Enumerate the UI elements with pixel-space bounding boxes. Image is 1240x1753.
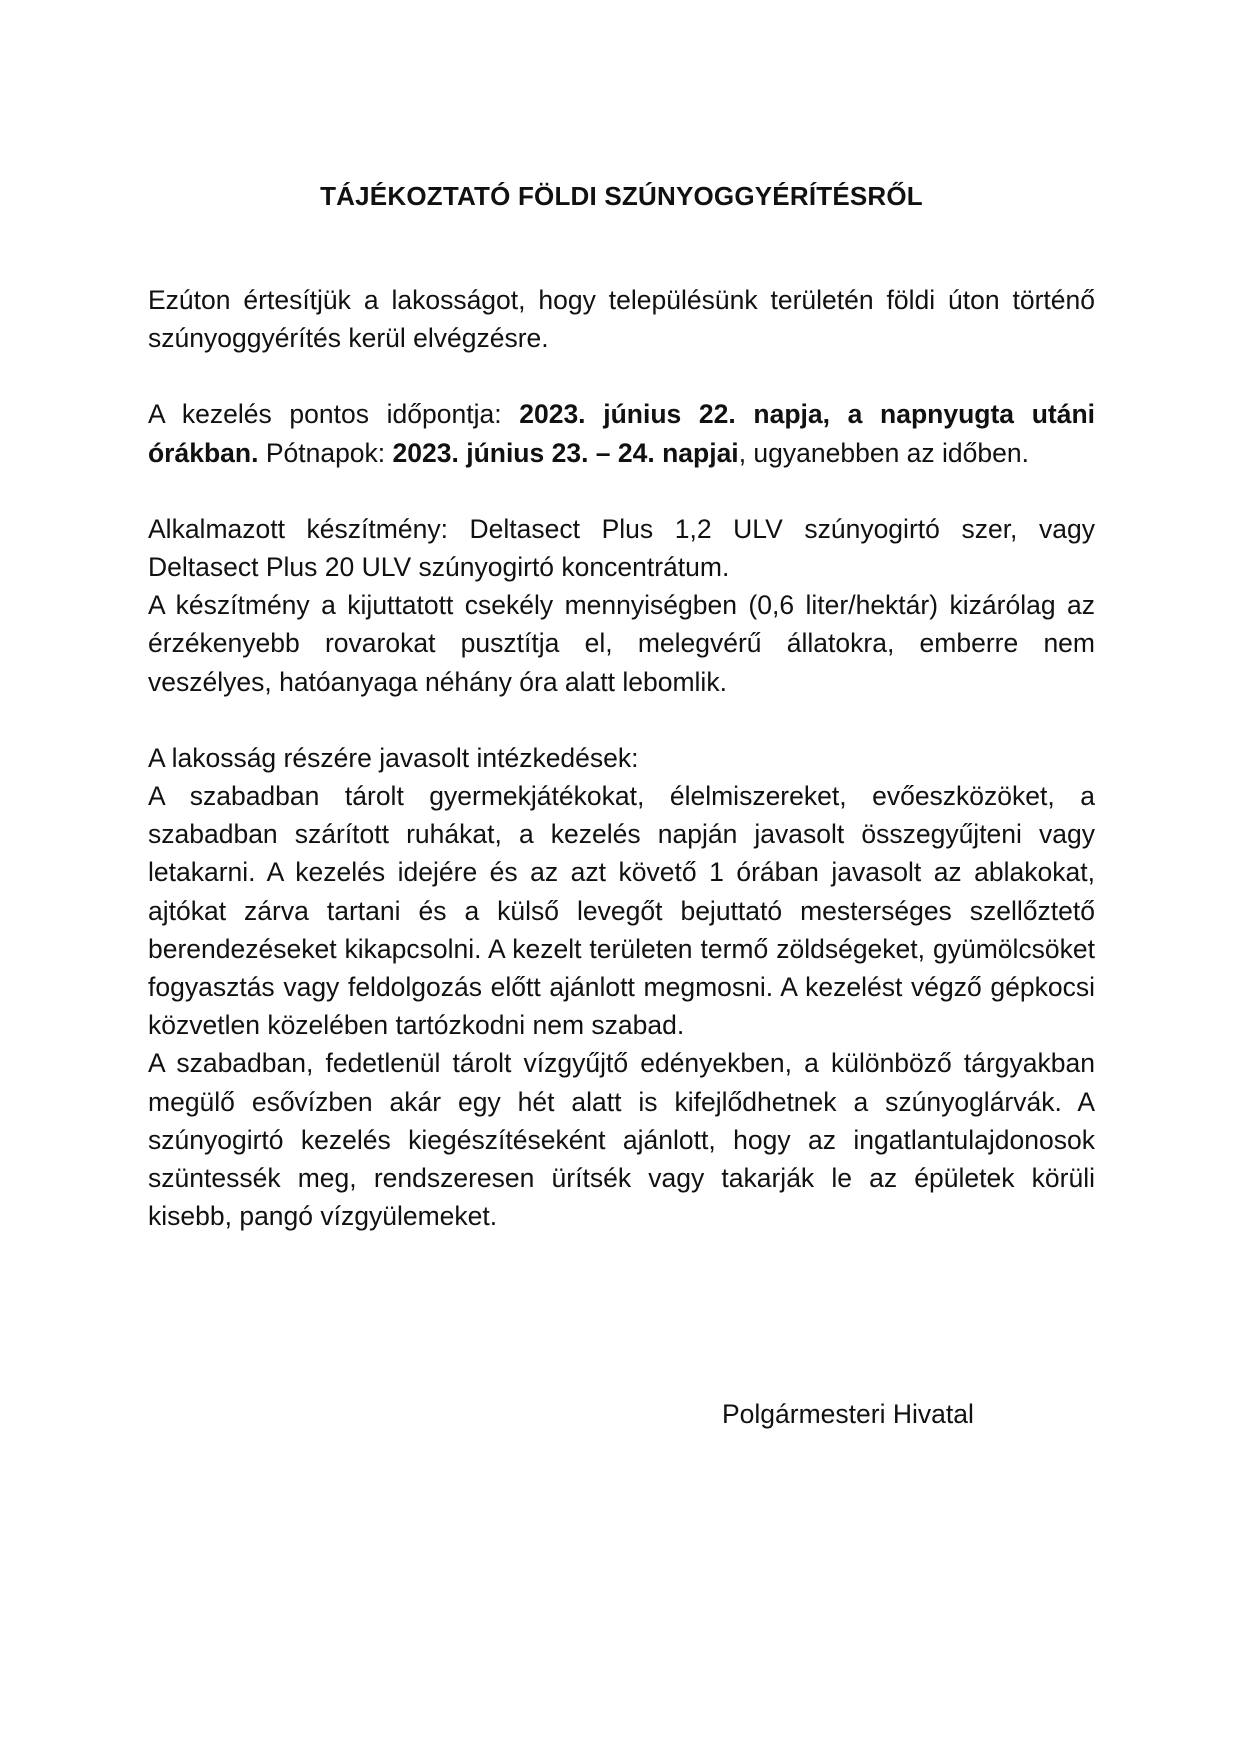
measures-heading: A lakosság részére javasolt intézkedések: (148, 742, 639, 773)
signature: Polgármesteri Hivatal (722, 1399, 974, 1429)
spacer (148, 701, 1095, 739)
schedule-lead: A kezelés pontos időpontja: (148, 399, 520, 430)
spacer (148, 472, 1095, 510)
schedule-tail: , ugyanebben az időben. (738, 437, 1029, 468)
schedule-extra-dates: 2023. június 23. – 24. napjai (392, 437, 739, 468)
schedule-main-date: 2023. június 22. napja, a napnyugta utáni órákban. (148, 399, 1095, 468)
schedule-mid: Pótnapok: (258, 437, 393, 468)
measures-paragraph-2: A szabadban, fedetlenül tárolt vízgyűjtő edényekben, a különböző tárgyakban megülő esővízben akár egy hét alatt is kifejlődhetnek a szúnyoglárvák. A szúnyogirtó kezelés kiegészítéseként ajánlott, hogy az ingatlantulajdonosok szüntessék meg, rendszeresen ürítsék vagy takarják le az épületek körüli kisebb, pangó vízgyülemeket. (148, 1048, 1095, 1232)
product-paragraph: Alkalmazott készítmény: Deltasect Plus 1,2 ULV szúnyogirtó szer, vagy Deltasect Plus 20 ULV szúnyogirtó koncentrátum. (148, 513, 1095, 583)
document-body (148, 178, 1095, 1235)
measures-paragraph-1: A szabadban tárolt gyermekjátékokat, élelmiszereket, evőeszközöket, a szabadban szárított ruhákat, a kezelés napján javasolt összegyűjteni vagy letakarni. A kezelés idejére és az azt követő 1 órában javasolt az ablakokat, ajtókat zárva tartani és a külső levegőt bejuttató mesterséges szellőztető berendezéseket kikapcsolni. A kezelt területen termő zöldségeket, gyümölcsöket fogyasztás vagy feldolgozás előtt ajánlott megmosni. A kezelést végző gépkocsi közvetlen közelében tartózkodni nem szabad. (148, 781, 1095, 1041)
spacer (148, 357, 1095, 395)
intro-paragraph: Ezúton értesítjük a lakosságot, hogy településünk területén földi úton történő szúnyoggyérítés kerül elvégzésre. (148, 285, 1095, 354)
schedule-paragraph (148, 395, 1095, 471)
product-safety-paragraph: A készítmény a kijuttatott csekély mennyiségben (0,6 liter/hektár) kizárólag az érzékenyebb rovarokat pusztítja el, melegvérű állatokra, emberre nem veszélyes, hatóanyaga néhány óra alatt lebomlik. (148, 590, 1095, 697)
document-title: TÁJÉKOZTATÓ FÖLDI SZÚNYOGGYÉRÍTÉSRŐL (320, 181, 923, 211)
